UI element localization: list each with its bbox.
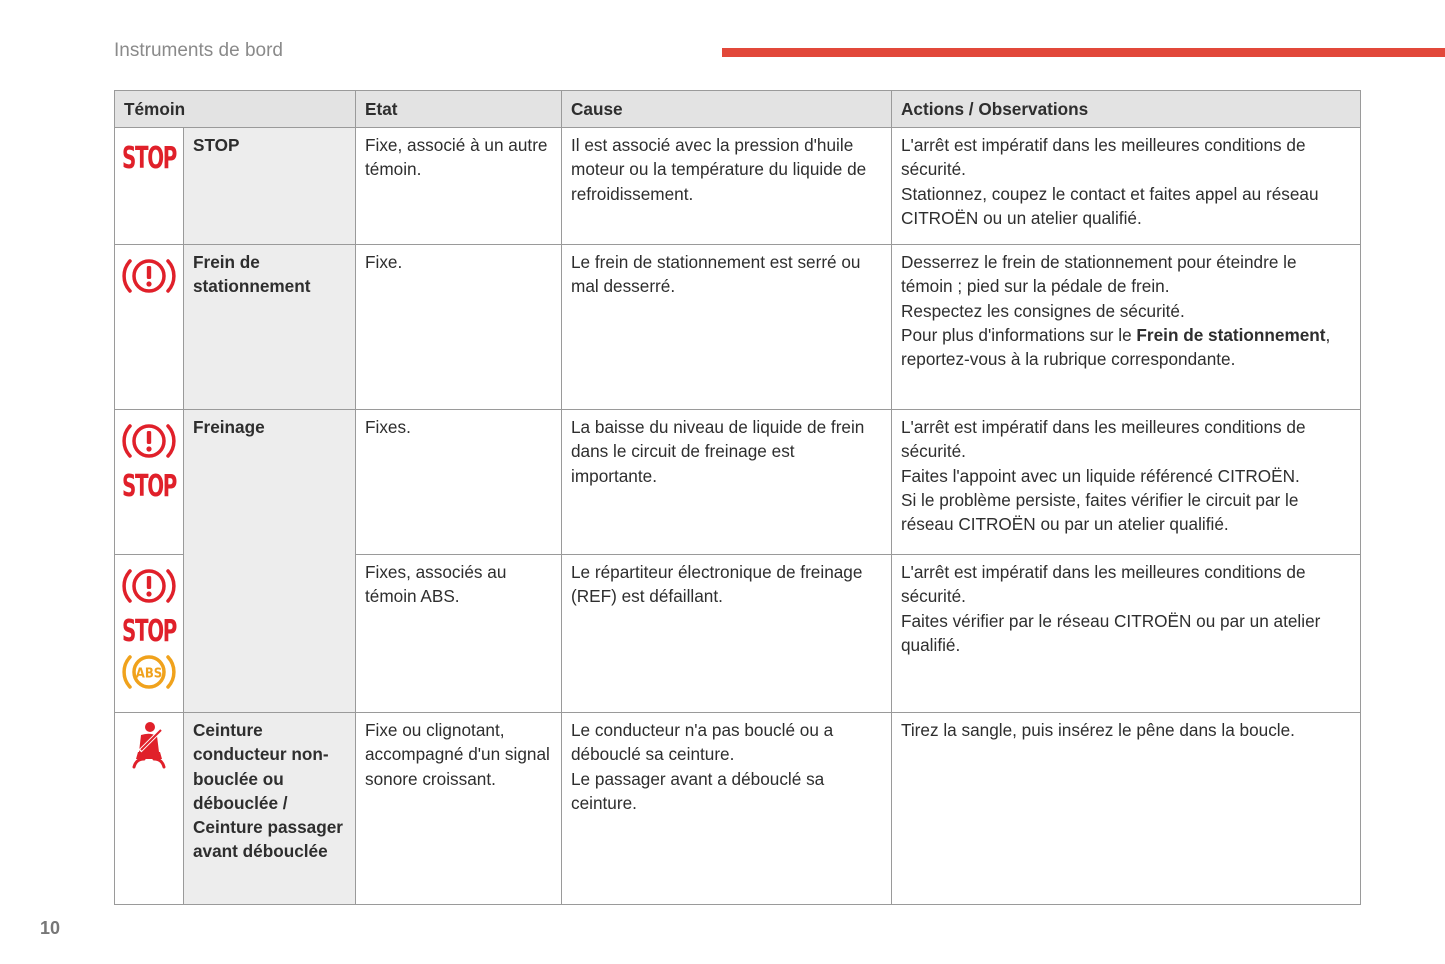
- actions-cell: L'arrêt est impératif dans les meilleures conditions de sécurité. Stationnez, coupez le contact et faites appel au réseau CITROËN ou un atelier qualifié.: [892, 128, 1361, 245]
- actions-cell: L'arrêt est impératif dans les meilleures conditions de sécurité. Faites l'appoint avec un liquide référencé CITROËN. Si le problème persiste, faites vérifier le circuit par le réseau CITROËN ou par un atelier qualifié.: [892, 410, 1361, 555]
- etat-cell: Fixe.: [356, 245, 562, 410]
- temoin-name: Frein de stationnement: [184, 245, 356, 410]
- table-row: [115, 410, 1361, 555]
- parking-brake-icon: [115, 253, 183, 299]
- page-number: 10: [40, 918, 61, 938]
- stop-label: STOP: [122, 614, 177, 649]
- etat-cell: Fixe, associé à un autre témoin.: [356, 128, 562, 245]
- temoin-name: Freinage: [184, 410, 356, 713]
- seatbelt-icon: [115, 721, 183, 771]
- temoin-name: STOP: [184, 128, 356, 245]
- col-temoin: Témoin: [115, 91, 356, 128]
- warning-lights-table: [114, 90, 1361, 905]
- cause-cell: Il est associé avec la pression d'huile moteur ou la température du liquide de refroidissement.: [562, 128, 892, 245]
- abs-label: ABS: [135, 666, 163, 682]
- stop-icon: [115, 136, 183, 176]
- table-row: [115, 713, 1361, 905]
- etat-cell: Fixe ou clignotant, accompagné d'un signal sonore croissant.: [356, 713, 562, 905]
- etat-cell: Fixes.: [356, 410, 562, 555]
- actions-cell: Tirez la sangle, puis insérez le pêne dans la boucle.: [892, 713, 1361, 905]
- stop-label: STOP: [122, 469, 177, 504]
- stop-icon: [115, 609, 183, 649]
- col-actions: Actions / Observations: [892, 91, 1361, 128]
- table-header: [115, 91, 1361, 128]
- brake-icon: [115, 418, 183, 464]
- cause-cell: Le frein de stationnement est serré ou mal desserré.: [562, 245, 892, 410]
- accent-bar: [722, 48, 1445, 57]
- abs-icon: [115, 649, 183, 695]
- section-title: Instruments de bord: [114, 40, 283, 61]
- col-etat: Etat: [356, 91, 562, 128]
- table-row: [115, 128, 1361, 245]
- stop-label: STOP: [122, 141, 177, 176]
- actions-cell: L'arrêt est impératif dans les meilleures conditions de sécurité. Faites vérifier par le réseau CITROËN ou par un atelier qualifié.: [892, 555, 1361, 713]
- cause-cell: Le conducteur n'a pas bouclé ou a débouclé sa ceinture. Le passager avant a débouclé sa ceinture.: [562, 713, 892, 905]
- etat-cell: Fixes, associés au témoin ABS.: [356, 555, 562, 713]
- cause-cell: La baisse du niveau de liquide de frein dans le circuit de freinage est importante.: [562, 410, 892, 555]
- table-row: [115, 245, 1361, 410]
- brake-icon: [115, 563, 183, 609]
- actions-cell: Desserrez le frein de stationnement pour éteindre le témoin ; pied sur la pédale de frein. Respectez les consignes de sécurité. Pour plus d'informations sur le Frein de stationnement, reportez-vous à la rubrique correspondante.: [892, 245, 1361, 410]
- cause-cell: Le répartiteur électronique de freinage (REF) est défaillant.: [562, 555, 892, 713]
- temoin-name: Ceinture conducteur non-bouclée ou débouclée / Ceinture passager avant débouclée: [184, 713, 356, 905]
- col-cause: Cause: [562, 91, 892, 128]
- cross-reference: Frein de stationnement: [1136, 324, 1326, 345]
- stop-icon: [115, 464, 183, 504]
